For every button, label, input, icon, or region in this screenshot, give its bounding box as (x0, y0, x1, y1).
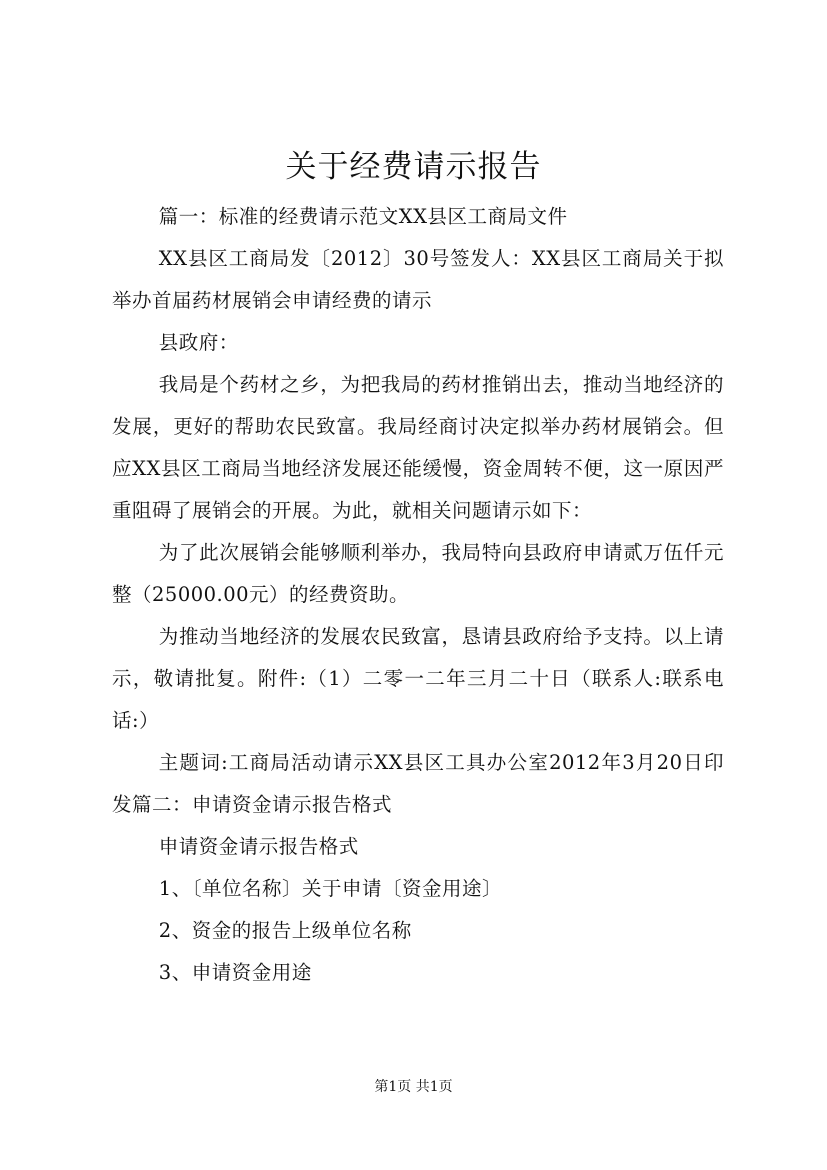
paragraph-6: 为推动当地经济的发展农民致富，恳请县政府给予支持。以上请示，敬请批复。附件:（1）二零一二年三月二十日（联系人:联系电话:） (112, 625, 724, 732)
document-body (112, 196, 724, 994)
paragraph-1: 篇一：标准的经费请示范文XX县区工商局文件 (158, 205, 568, 228)
paragraph-4: 我局是个药材之乡，为把我局的药材推销出去，推动当地经济的发展，更好的帮助农民致富。我局经商讨决定拟举办药材展销会。但应XX县区工商局当地经济发展还能缓慢，资金周转不便，这一原因严重阻碍了展销会的开展。为此，就相关问题请示如下： (112, 373, 724, 522)
paragraph-7: 主题词:工商局活动请示XX县区工具办公室2012年3月20日印发篇二：申请资金请示报告格式 (112, 751, 724, 816)
paragraph-11: 3、申请资金用途 (158, 961, 312, 984)
paragraph-2: XX县区工商局发〔2012〕30号签发人：XX县区工商局关于拟举办首届药材展销会申请经费的请示 (112, 247, 724, 312)
paragraph-10: 2、资金的报告上级单位名称 (158, 919, 412, 942)
paragraph-9: 1、〔单位名称〕关于申请〔资金用途〕 (158, 877, 502, 900)
paragraph-5: 为了此次展销会能够顺利举办，我局特向县政府申请贰万伍仟元整（25000.00元）的经费资助。 (112, 541, 724, 606)
paragraph-8: 申请资金请示报告格式 (158, 835, 359, 858)
document-title: 关于经费请示报告 (285, 149, 542, 185)
page-number-footer: 第1页 共1页 (374, 1079, 453, 1095)
paragraph-3: 县政府： (158, 331, 239, 354)
